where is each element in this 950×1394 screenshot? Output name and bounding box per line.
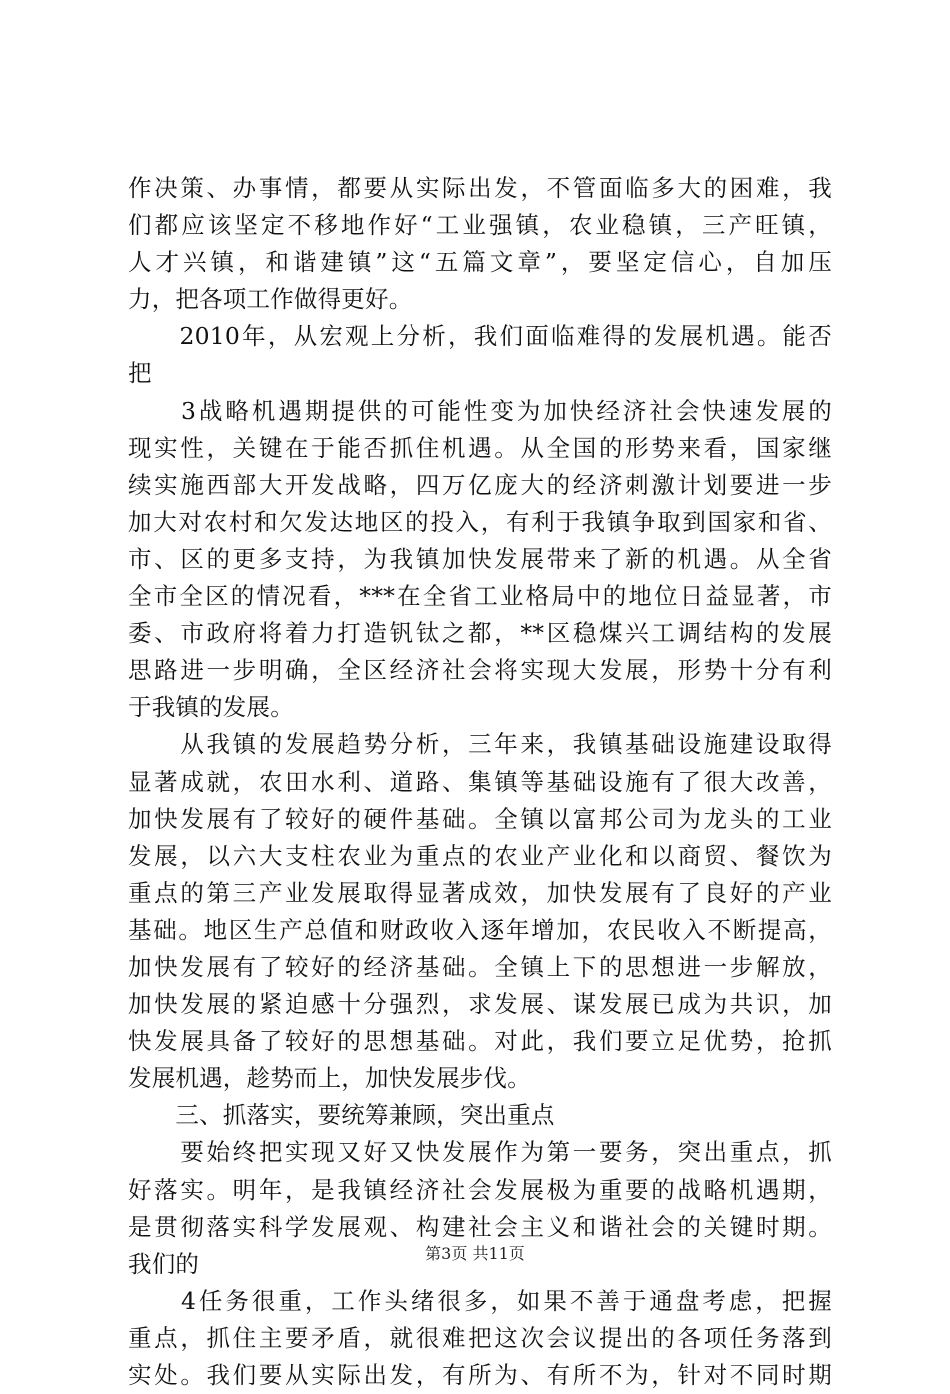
text-line: 市、区的更多支持，为我镇加快发展带来了新的机遇。从全省 bbox=[128, 544, 832, 573]
text-line: 加快发展的紧迫感十分强烈，求发展、谋发展已成为共识，加 bbox=[128, 990, 832, 1019]
body-text bbox=[128, 170, 832, 1394]
text-line: 加大对农村和欠发达地区的投入，有利于我镇争取到国家和省、 bbox=[128, 507, 832, 536]
text-line: 加快发展有了较好的硬件基础。全镇以富邦公司为龙头的工业 bbox=[128, 804, 832, 833]
text-line: 作决策、办事情，都要从实际出发，不管面临多大的困难，我 bbox=[128, 174, 832, 202]
text-line: 续实施西部大开发战略，四万亿庞大的经济刺激计划要进一步 bbox=[128, 470, 832, 499]
text-line: 人才兴镇，和谐建镇”这“五篇文章”，要坚定信心，自加压 bbox=[128, 248, 832, 277]
text-line: 显著成就，农田水利、道路、集镇等基础设施有了很大改善， bbox=[128, 767, 832, 796]
text-line: 从我镇的发展趋势分析，三年来，我镇基础设施建设取得 bbox=[128, 730, 832, 759]
text-line: 2010年，从宏观上分析，我们面临难得的发展机遇。能否 bbox=[128, 322, 832, 351]
text-line: 思路进一步明确，全区经济社会将实现大发展，形势十分有利 bbox=[128, 656, 832, 685]
text-line: 力，把各项工作做得更好。 bbox=[128, 285, 413, 314]
text-line: 发展机遇，趁势而上，加快发展步伐。 bbox=[128, 1064, 531, 1093]
text-line: 加快发展有了较好的经济基础。全镇上下的思想进一步解放， bbox=[128, 952, 832, 981]
text-line: 重点，抓住主要矛盾，就很难把这次会议提出的各项任务落到 bbox=[128, 1323, 832, 1352]
text-line: 好落实。明年，是我镇经济社会发展极为重要的战略机遇期， bbox=[128, 1175, 832, 1204]
text-line: 快发展具备了较好的思想基础。对此，我们要立足优势，抢抓 bbox=[128, 1027, 832, 1056]
text-line: 把 bbox=[128, 359, 152, 388]
text-line: 要始终把实现又好又快发展作为第一要务，突出重点，抓 bbox=[128, 1138, 832, 1167]
text-line: 是贯彻落实科学发展观、构建社会主义和谐社会的关键时期。 bbox=[128, 1212, 832, 1241]
text-line: 于我镇的发展。 bbox=[128, 693, 294, 722]
text-line: 基础。地区生产总值和财政收入逐年增加，农民收入不断提高， bbox=[128, 915, 832, 944]
text-line: 实处。我们要从实际出发，有所为、有所不为，针对不同时期 bbox=[128, 1361, 832, 1389]
text-line: 现实性，关键在于能否抓住机遇。从全国的形势来看，国家继 bbox=[128, 433, 832, 462]
text-line: 重点的第三产业发展取得显著成效，加快发展有了良好的产业 bbox=[128, 878, 832, 907]
text-line: 4任务很重，工作头绪很多，如果不善于通盘考虑，把握 bbox=[128, 1286, 832, 1315]
text-line: 委、市政府将着力打造钒钛之都，**区稳煤兴工调结构的发展 bbox=[128, 619, 832, 648]
text-line: 发展，以六大支柱农业为重点的农业产业化和以商贸、餐饮为 bbox=[128, 841, 832, 870]
text-line: 三、抓落实，要统筹兼顾，突出重点 bbox=[128, 1101, 555, 1130]
text-line: 3战略机遇期提供的可能性变为加快经济社会快速发展的 bbox=[128, 396, 832, 425]
text-line: 我们的 bbox=[128, 1249, 200, 1278]
text-line: 们都应该坚定不移地作好“工业强镇，农业稳镇，三产旺镇， bbox=[128, 211, 832, 240]
page-footer: 第3页 共11页 bbox=[425, 1244, 525, 1263]
text-line: 全市全区的情况看，***在全省工业格局中的地位日益显著，市 bbox=[128, 582, 832, 611]
